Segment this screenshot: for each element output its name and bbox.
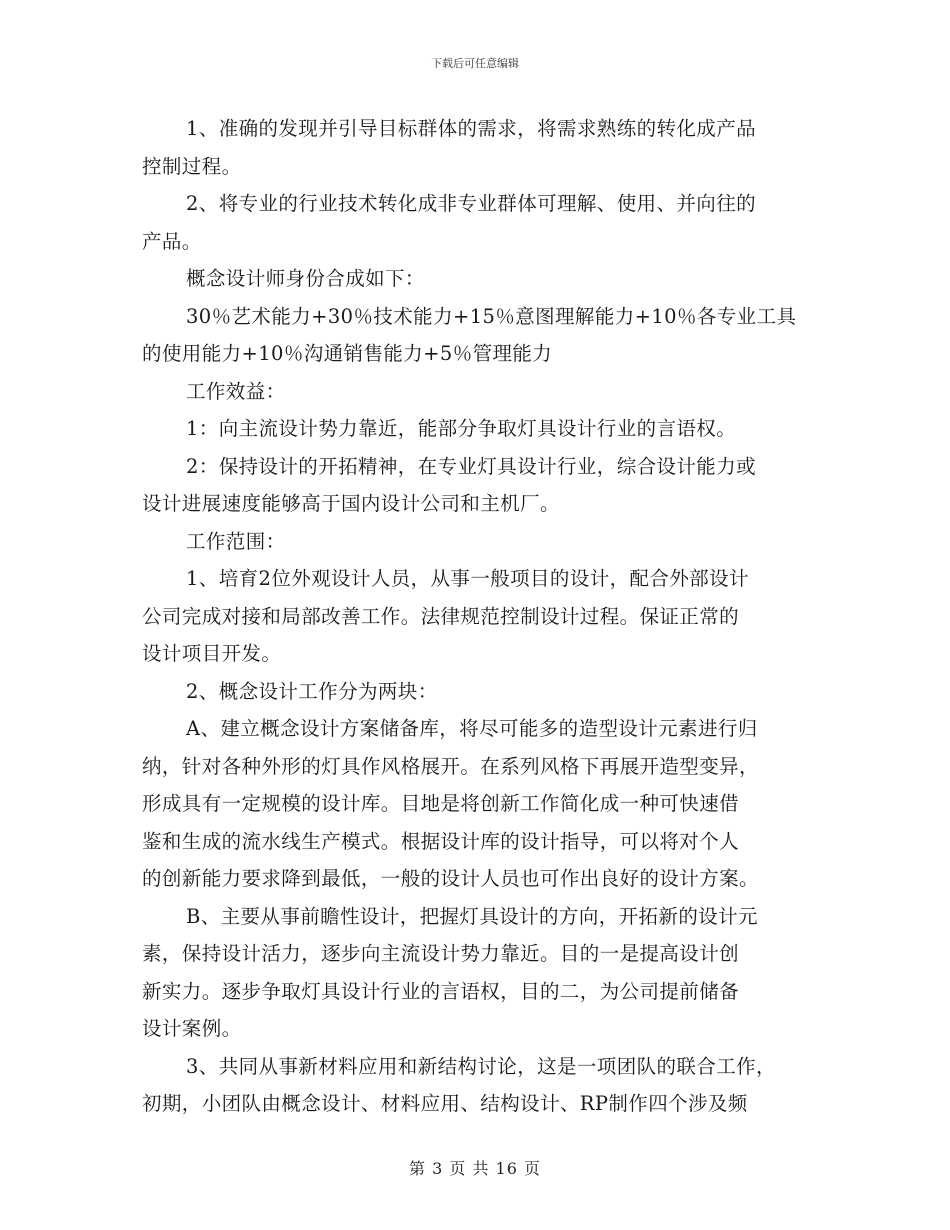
text-line: 设计案例。 (142, 1017, 242, 1040)
text-line: 3、共同从事新材料应用和新结构讨论，这是一项团队的联合工作， (186, 1054, 776, 1078)
text-line: 工作效益： (186, 379, 286, 403)
text-line: B、主要从事前瞻性设计，把握灯具设计的方向，开拓新的设计元 (186, 904, 758, 928)
text-line: 30％艺术能力+30％技术能力+15％意图理解能力+10％各专业工具 (186, 304, 797, 328)
text-line: 2、概念设计工作分为两块： (186, 679, 438, 703)
text-line: 1、培育2位外观设计人员，从事一般项目的设计，配合外部设计 (186, 567, 749, 590)
text-line: 2、将专业的行业技术转化成非专业群体可理解、使用、并向往的 (186, 192, 757, 215)
document-body (142, 110, 832, 1123)
text-line: 1：向主流设计势力靠近，能部分争取灯具设计行业的言语权。 (186, 417, 737, 440)
text-line: 素，保持设计活力，逐步向主流设计势力靠近。目的一是提高设计创 (142, 942, 740, 965)
text-line: 1、准确的发现并引导目标群体的需求，将需求熟练的转化成产品 (186, 117, 757, 140)
text-line: 设计项目开发。 (142, 642, 282, 665)
text-line: 2：保持设计的开拓精神，在专业灯具设计行业，综合设计能力或 (186, 454, 757, 478)
text-line: 公司完成对接和局部改善工作。法律规范控制设计过程。保证正常的 (142, 604, 740, 628)
text-line: 概念设计师身份合成如下： (186, 267, 425, 290)
text-line: 纳，针对各种外形的灯具作风格展开。在系列风格下再展开造型变异， (142, 754, 759, 778)
text-line: 产品。 (142, 229, 202, 253)
page-header: 下载后可任意编辑 (431, 57, 519, 70)
text-line: 的创新能力要求降到最低，一般的设计人员也可作出良好的设计方案。 (142, 867, 759, 890)
text-line: 鉴和生成的流水线生产模式。根据设计库的设计指导，可以将对个人 (142, 829, 740, 853)
text-line: 工作范围： (186, 529, 286, 553)
text-line: 的使用能力+10％沟通销售能力+5％管理能力 (142, 342, 553, 365)
text-line: A、建立概念设计方案储备库，将尽可能多的造型设计元素进行归 (186, 717, 758, 740)
text-line: 形成具有一定规模的设计库。目地是将创新工作简化成一种可快速借 (142, 792, 740, 815)
text-line: 新实力。逐步争取灯具设计行业的言语权，目的二，为公司提前储备 (142, 979, 740, 1003)
page-footer: 第 3 页 共 16 页 (409, 1159, 541, 1178)
text-line: 控制过程。 (142, 154, 242, 178)
text-line: 初期，小团队由概念设计、材料应用、结构设计、RP制作四个涉及频 (142, 1092, 748, 1115)
text-line: 设计进展速度能够高于国内设计公司和主机厂。 (142, 492, 560, 515)
